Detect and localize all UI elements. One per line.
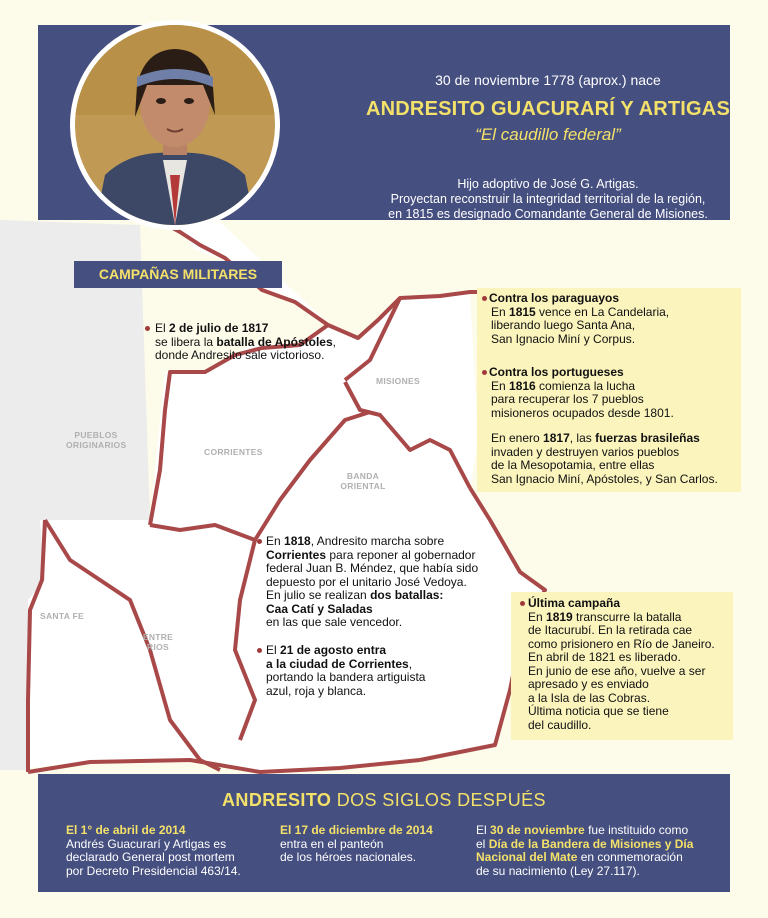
footer-banner	[38, 774, 730, 892]
region-label-line: ORIGINARIOS	[66, 440, 127, 450]
footer-col-2: El 17 de diciembre de 2014 entra en el panteón de los héroes nacionales.	[280, 823, 433, 864]
note-portugueses: Contra los portugueses En 1816 comienza la lucha para recuperar los 7 pueblos misioneros ocupados desde 1801. En enero 1817, las fuerzas brasileñas invaden y destruyen varios pueblos de la Mesopotamia, entre ellas San Ignacio Miní, Apóstoles, y San Carlos.	[489, 366, 718, 486]
note-corrientes: En 1818, Andresito marcha sobre Corrientes para reponer al gobernador federal Juan B. Méndez, que había sido depuesto por el unitario José Vedoya. En julio se realizan dos batallas: Caa Catí y Saladas en las que sale vencedor.	[266, 535, 478, 630]
note-corrientes-entry: El 21 de agosto entra a la ciudad de Corrientes, portando la bandera artiguista azul, roja y blanca.	[266, 644, 425, 698]
bullet-icon	[482, 370, 487, 375]
region-label-line: BANDA	[346, 471, 380, 481]
hero-name: ANDRESITO GUACURARÍ Y ARTIGAS	[366, 98, 730, 120]
bullet-icon	[520, 601, 525, 606]
region-label-line: RIOS	[147, 642, 169, 652]
bullet-icon	[257, 648, 262, 653]
campaigns-heading: CAMPAÑAS MILITARES	[74, 261, 282, 288]
note-apostoles: El 2 de julio de 1817 se libera la batalla de Apóstoles, donde Andresito sale victorioso.	[155, 322, 336, 363]
region-label-line: ORIENTAL	[340, 481, 386, 491]
bullet-icon	[145, 326, 150, 331]
portrait-image	[70, 20, 280, 230]
bio-line: Hijo adoptivo de José G. Artigas.	[457, 177, 639, 191]
birth-date-line: 30 de noviembre 1778 (aprox.) nace	[435, 72, 661, 88]
footer-title: ANDRESITO DOS SIGLOS DESPUÉS	[222, 790, 546, 810]
note-last-campaign: Última campaña En 1819 transcurre la batalla de Itacurubí. En la retirada cae como prisionero en Río de Janeiro. En abril de 1821 es liberado. En junio de ese año, vuelve a ser apresado y es enviado a la Isla de las Cobras. Última noticia que se tiene del caudillo.	[528, 597, 715, 732]
region-label-line: ENTRE	[142, 632, 174, 642]
note-paraguayos: Contra los paraguayos En 1815 vence en La Candelaria, liberando luego Santa Ana, San Ignacio Miní y Corpus.	[489, 292, 669, 346]
bullet-icon	[257, 539, 262, 544]
region-label-line: PUEBLOS	[74, 430, 118, 440]
bio-line: en 1815 es designado Comandante General de Misiones.	[388, 207, 708, 221]
region-misiones: MISIONES	[376, 376, 420, 386]
hero-bio	[328, 177, 768, 222]
hero-nickname: “El caudillo federal”	[475, 125, 621, 144]
portrait-illustration	[75, 25, 275, 225]
region-entre-rios	[140, 632, 176, 652]
region-pueblos-originarios	[66, 430, 126, 450]
footer-col-3: El 30 de noviembre fue instituido como el Día de la Bandera de Misiones y Día Nacional del Mate en conmemoración de su nacimiento (Ley 27.117).	[476, 823, 694, 878]
footer-col-1: El 1° de abril de 2014 Andrés Guacurarí y Artigas es declarado General post mortem por Decreto Presidencial 463/14.	[66, 823, 241, 878]
bullet-icon	[482, 296, 487, 301]
region-banda-oriental	[332, 471, 394, 491]
bio-line: Proyectan reconstruir la integridad territorial de la región,	[390, 192, 706, 206]
region-santa-fe: SANTA FE	[40, 611, 84, 621]
region-corrientes: CORRIENTES	[204, 447, 263, 457]
